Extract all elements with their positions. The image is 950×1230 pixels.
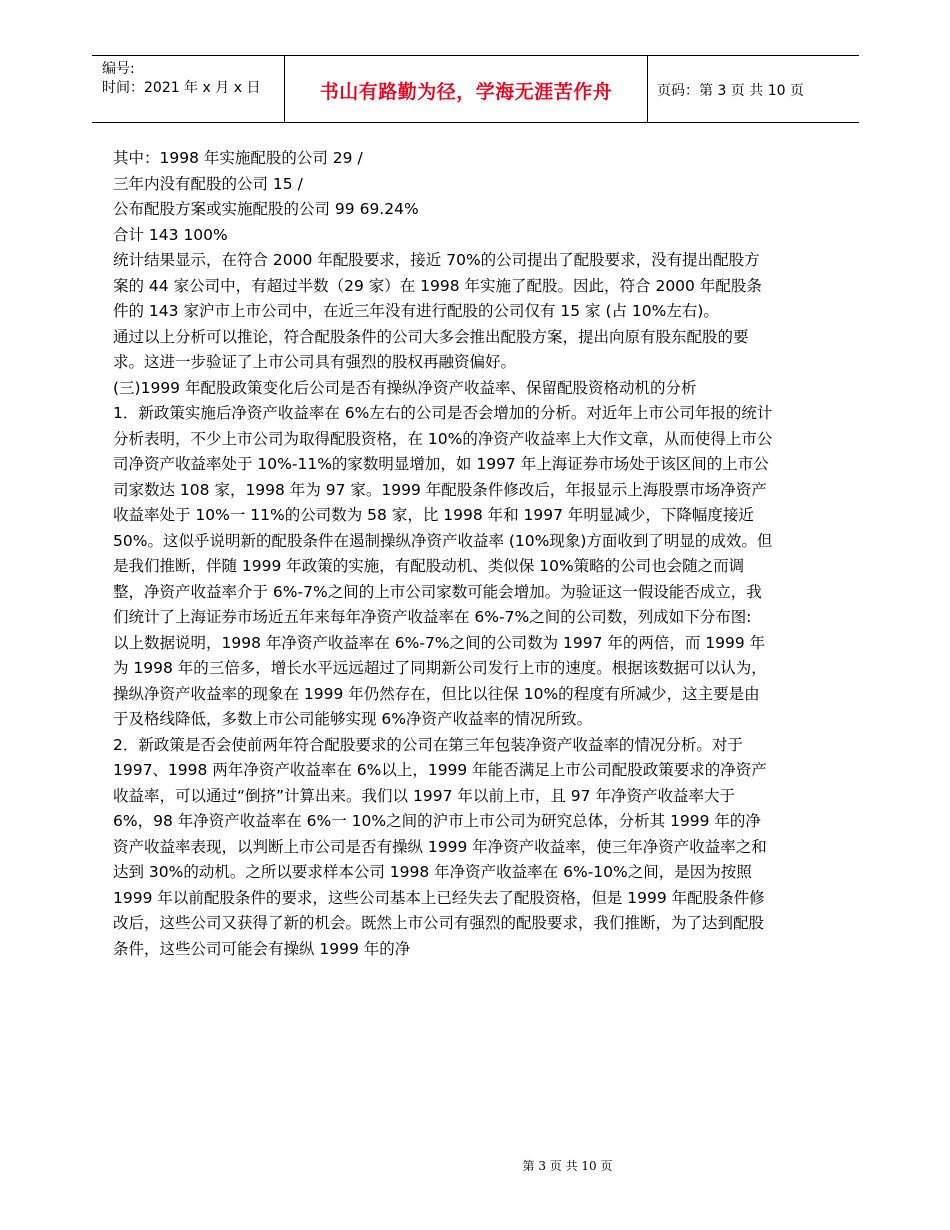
- header-page-number: 页码：第 3 页 共 10 页: [657, 83, 804, 99]
- code-label: 编号:: [102, 61, 135, 77]
- paragraph: 1．新政策实施后净资产收益率在 6%左右的公司是否会增加的分析。对近年上市公司年报的统计分析表明，不少上市公司为取得配股资格，在 10%的净资产收益率上大作文章，从而使得上市公司净资产收益率处于 10%-11%的家数明显增加，如 1997 年上海证券市场处于该区间的上市公司家数达 108 家，1998 年为 97 家。1999 年配股条件修改后，年报显示上海股票市场净资产收益率处于 10%一 11%的公司数为 58 家，比 1998 年和 1997 年明显减少，下降幅度接近 50%。这似乎说明新的配股条件在遏制操纵净资产收益率 (10%现象)方面收到了明显的成效。但是我们推断，伴随 1999 年政策的实施，有配股动机、类似保 10%策略的公司也会随之而调整，净资产收益率介于 6%-7%之间的上市公司家数可能会增加。为验证这一假设能否成立，我们统计了上海证券市场近五年来每年净资产收益率在 6%-7%之间的公司数，列成如下分布图:: [113, 404, 773, 626]
- motto: 书山有路勤为径，学海无涯苦作舟: [319, 81, 613, 103]
- paragraph: 2．新政策是否会使前两年符合配股要求的公司在第三年包装净资产收益率的情况分析。对于 1997、1998 两年净资产收益率在 6%以上，1999 年能否满足上市公司配股政策要求的净资产收益率，可以通过“倒挤”计算出来。我们以 1997 年以前上市，且 97 年净资产收益率大于 6%，98 年净资产收益率在 6%一 10%之间的沪市上市公司为研究总体，分析其 1999 年的净资产收益率表现，以判断上市公司是否有操纵 1999 年净资产收益率，使三年净资产收益率之和达到 30%的动机。之所以要求样本公司 1998 年净资产收益率在 6%-10%之间，是因为按照 1999 年以前配股条件的要求，这些公司基本上已经失去了配股资格，但是 1999 年配股条件修改后，这些公司又获得了新的机会。既然上市公司有强烈的配股要求，我们推断，为了达到配股条件，这些公司可能会有操纵 1999 年的净: [113, 735, 767, 958]
- document-body: [113, 146, 773, 962]
- paragraph: 其中：1998 年实施配股的公司 29 /: [113, 149, 363, 167]
- header-motto-box: [284, 56, 648, 122]
- paragraph: 合计 143 100%: [113, 225, 228, 244]
- time-label: 时间：2021 年 x 月 x 日: [102, 80, 261, 96]
- paragraph: 通过以上分析可以推论，符合配股条件的公司大多会推出配股方案，提出向原有股东配股的要求。这进一步验证了上市公司具有强烈的股权再融资偏好。: [113, 327, 749, 371]
- page-header: [92, 55, 859, 123]
- section-heading: (三)1999 年配股政策变化后公司是否有操纵净资产收益率、保留配股资格动机的分析: [113, 378, 697, 397]
- paragraph: 公布配股方案或实施配股的公司 99 69.24%: [113, 200, 419, 218]
- paragraph: 以上数据说明，1998 年净资产收益率在 6%-7%之间的公司数为 1997 年的两倍，而 1999 年为 1998 年的三倍多，增长水平远远超过了同期新公司发行上市的速度。根据该数据可以认为，操纵净资产收益率的现象在 1999 年仍然存在，但比以往保 10%的程度有所减少，这主要是由于及格线降低，多数上市公司能够实现 6%净资产收益率的情况所致。: [113, 633, 767, 728]
- page-footer: 第 3 页 共 10 页: [522, 1159, 613, 1173]
- paragraph: 三年内没有配股的公司 15 /: [113, 174, 303, 193]
- paragraph: 统计结果显示，在符合 2000 年配股要求，接近 70%的公司提出了配股要求，没有提出配股方案的 44 家公司中，有超过半数（29 家）在 1998 年实施了配股。因此，符合 2000 年配股条件的 143 家沪市上市公司中，在近三年没有进行配股的公司仅有 15 家 (占 10%左右)。: [113, 251, 762, 320]
- header-left: [102, 60, 260, 98]
